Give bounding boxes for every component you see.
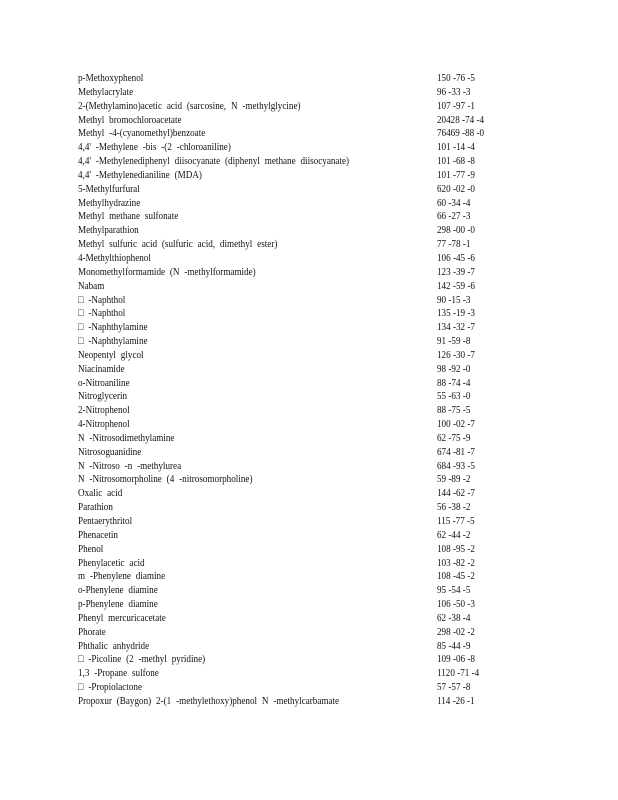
table-row xyxy=(78,612,498,626)
cas-number: 96 -33 -3 xyxy=(437,86,471,98)
table-row xyxy=(78,127,498,141)
table-row xyxy=(78,155,498,169)
cas-number: 107 -97 -1 xyxy=(437,100,475,112)
cas-number: 66 -27 -3 xyxy=(437,211,471,223)
table-row xyxy=(78,321,498,335)
chemical-name: Propoxur (Baygon) 2-(1 -methylethoxy)phenol N -methylcarbamate xyxy=(78,695,340,707)
table-row xyxy=(78,404,498,418)
chemical-name: 4,4' -Methylenedianiline (MDA) xyxy=(78,169,202,181)
chemical-name: Nabam xyxy=(78,280,105,292)
chemical-name: 1,3 -Propane sulfone xyxy=(78,668,159,680)
chemical-name: 4,4' -Methylenediphenyl diisocyanate (diphenyl methane diisocyanate) xyxy=(78,156,350,168)
cas-number: 101 -77 -9 xyxy=(437,169,475,181)
cas-number: 20428 -74 -4 xyxy=(437,114,485,126)
chemical-name: Methyl -4-(cyanomethyl)benzoate xyxy=(78,128,206,140)
table-row xyxy=(78,72,498,86)
chemical-name: Phthalic anhydride xyxy=(78,640,150,652)
cas-number: 115 -77 -5 xyxy=(437,516,475,527)
table-row xyxy=(78,141,498,155)
chemical-name: Oxalic acid xyxy=(78,488,123,500)
chemical-name: Neopentyl glycol xyxy=(78,349,144,361)
cas-number: 126 -30 -7 xyxy=(437,349,475,361)
table-row xyxy=(78,418,498,432)
cas-number: 77 -78 -1 xyxy=(437,239,471,251)
cas-number: 134 -32 -7 xyxy=(437,322,475,334)
table-row xyxy=(78,183,498,197)
table-row xyxy=(78,432,498,446)
cas-number: 59 -89 -2 xyxy=(437,474,471,486)
cas-number: 103 -82 -2 xyxy=(437,557,475,569)
table-row xyxy=(78,100,498,114)
chemical-name: 4,4' -Methylene -bis -(2 -chloroaniline) xyxy=(78,142,231,154)
table-row xyxy=(78,598,498,612)
table-row xyxy=(78,377,498,391)
table-row xyxy=(78,390,498,404)
chemical-name: Methylparathion xyxy=(78,225,139,237)
chemical-name: □ -Naphthol xyxy=(78,294,126,306)
cas-number: 674 -81 -7 xyxy=(437,446,475,458)
table-row xyxy=(78,695,498,709)
table-row xyxy=(78,640,498,654)
chemical-name: Phenylacetic acid xyxy=(78,557,145,569)
table-row xyxy=(78,266,498,280)
table-row xyxy=(78,252,498,266)
table-row xyxy=(78,626,498,640)
table-row xyxy=(78,473,498,487)
table-row xyxy=(78,515,498,529)
cas-number: 100 -02 -7 xyxy=(437,419,475,431)
cas-number: 101 -14 -4 xyxy=(437,142,475,154)
chemical-name: □ -Picoline (2 -methyl pyridine) xyxy=(78,654,206,666)
table-row xyxy=(78,224,498,238)
chemical-name: 5-Methylfurfural xyxy=(78,183,140,195)
cas-number: 60 -34 -4 xyxy=(437,197,471,209)
chemical-name: 4-Nitrophenol xyxy=(78,419,130,431)
cas-number: 88 -75 -5 xyxy=(437,405,471,417)
cas-number: 114 -26 -1 xyxy=(437,695,475,707)
chemical-name: Pentaerythritol xyxy=(78,516,133,527)
cas-number: 109 -06 -8 xyxy=(437,654,475,666)
chemical-name: N -Nitrosodimethylamine xyxy=(78,432,175,444)
chemical-name: N -Nitrosomorpholine (4 -nitrosomorpholine) xyxy=(78,474,253,486)
cas-number: 95 -54 -5 xyxy=(437,585,471,597)
table-row xyxy=(78,294,498,308)
table-row xyxy=(78,238,498,252)
chemical-name: Monomethylformamide (N -methylformamide) xyxy=(78,266,256,278)
chemical-name: o-Phenylene diamine xyxy=(78,585,158,597)
chemical-name: Phenacetin xyxy=(78,529,118,541)
cas-number: 101 -68 -8 xyxy=(437,156,475,168)
table-row xyxy=(78,667,498,681)
table-row xyxy=(78,543,498,557)
chemical-name: Methyl methane sulfonate xyxy=(78,211,179,223)
cas-number: 91 -59 -8 xyxy=(437,336,471,348)
cas-number: 298 -02 -2 xyxy=(437,626,475,638)
table-row xyxy=(78,460,498,474)
table-row xyxy=(78,349,498,363)
table-row xyxy=(78,86,498,100)
table-row xyxy=(78,210,498,224)
chemical-name: Phenol xyxy=(78,543,104,555)
chemical-name: Methylhydrazine xyxy=(78,197,141,209)
cas-number: 108 -45 -2 xyxy=(437,571,475,583)
cas-number: 106 -45 -6 xyxy=(437,252,475,264)
chemical-name: N -Nitroso -n -methylurea xyxy=(78,460,182,472)
table-row xyxy=(78,570,498,584)
cas-number: 98 -92 -0 xyxy=(437,363,471,375)
chemical-name: p-Phenylene diamine xyxy=(78,599,158,611)
chemical-name: Phenyl mercuricacetate xyxy=(78,612,166,624)
chemical-name: Nitroglycerin xyxy=(78,391,128,403)
chemical-name: Niacinamide xyxy=(78,363,125,375)
table-row xyxy=(78,681,498,695)
table-row xyxy=(78,653,498,667)
chemical-name: Methylacrylate xyxy=(78,86,134,98)
cas-number: 142 -59 -6 xyxy=(437,280,475,292)
cas-number: 62 -44 -2 xyxy=(437,529,471,541)
chemical-name: □ -Naphthol xyxy=(78,308,126,320)
cas-number: 62 -75 -9 xyxy=(437,432,471,444)
chemical-name: Phorate xyxy=(78,626,106,638)
chemical-name: 2-Nitrophenol xyxy=(78,405,130,417)
cas-number: 90 -15 -3 xyxy=(437,294,471,306)
chemical-name: o-Nitroaniline xyxy=(78,377,130,389)
cas-number: 88 -74 -4 xyxy=(437,377,471,389)
cas-number: 298 -00 -0 xyxy=(437,225,475,237)
table-row xyxy=(78,446,498,460)
chemical-list-table xyxy=(78,72,498,709)
cas-number: 76469 -88 -0 xyxy=(437,128,485,140)
chemical-name: Parathion xyxy=(78,502,113,514)
cas-number: 62 -38 -4 xyxy=(437,612,471,624)
cas-number: 56 -38 -2 xyxy=(437,502,471,514)
table-row xyxy=(78,557,498,571)
table-row xyxy=(78,169,498,183)
cas-number: 1120 -71 -4 xyxy=(437,668,480,680)
table-row xyxy=(78,114,498,128)
table-row xyxy=(78,307,498,321)
table-row xyxy=(78,335,498,349)
table-row xyxy=(78,280,498,294)
cas-number: 57 -57 -8 xyxy=(437,682,471,694)
chemical-name: Nitrosoguanidine xyxy=(78,446,142,458)
table-row xyxy=(78,363,498,377)
table-row xyxy=(78,501,498,515)
cas-number: 684 -93 -5 xyxy=(437,460,475,472)
cas-number: 85 -44 -9 xyxy=(437,640,471,652)
table-row xyxy=(78,197,498,211)
cas-number: 144 -62 -7 xyxy=(437,488,475,500)
chemical-name: □ -Naphthylamine xyxy=(78,322,148,334)
chemical-name: Methyl sulfuric acid (sulfuric acid, dimethyl ester) xyxy=(78,239,278,251)
chemical-name: m -Phenylene diamine xyxy=(78,571,166,583)
cas-number: 620 -02 -0 xyxy=(437,183,475,195)
chemical-name: p-Methoxyphenol xyxy=(78,73,144,84)
cas-number: 108 -95 -2 xyxy=(437,543,475,555)
chemical-name: Methyl bromochloroacetate xyxy=(78,114,182,126)
cas-number: 135 -19 -3 xyxy=(437,308,475,320)
table-row xyxy=(78,584,498,598)
chemical-name: □ -Naphthylamine xyxy=(78,336,148,348)
cas-number: 150 -76 -5 xyxy=(437,73,475,84)
cas-number: 123 -39 -7 xyxy=(437,266,475,278)
chemical-name: 4-Methylthiophenol xyxy=(78,252,151,264)
cas-number: 55 -63 -0 xyxy=(437,391,471,403)
chemical-name: 2-(Methylamino)acetic acid (sarcosine, N -methylglycine) xyxy=(78,100,301,112)
table-row xyxy=(78,487,498,501)
cas-number: 106 -50 -3 xyxy=(437,599,475,611)
table-row xyxy=(78,529,498,543)
chemical-name: □ -Propiolactone xyxy=(78,682,143,694)
